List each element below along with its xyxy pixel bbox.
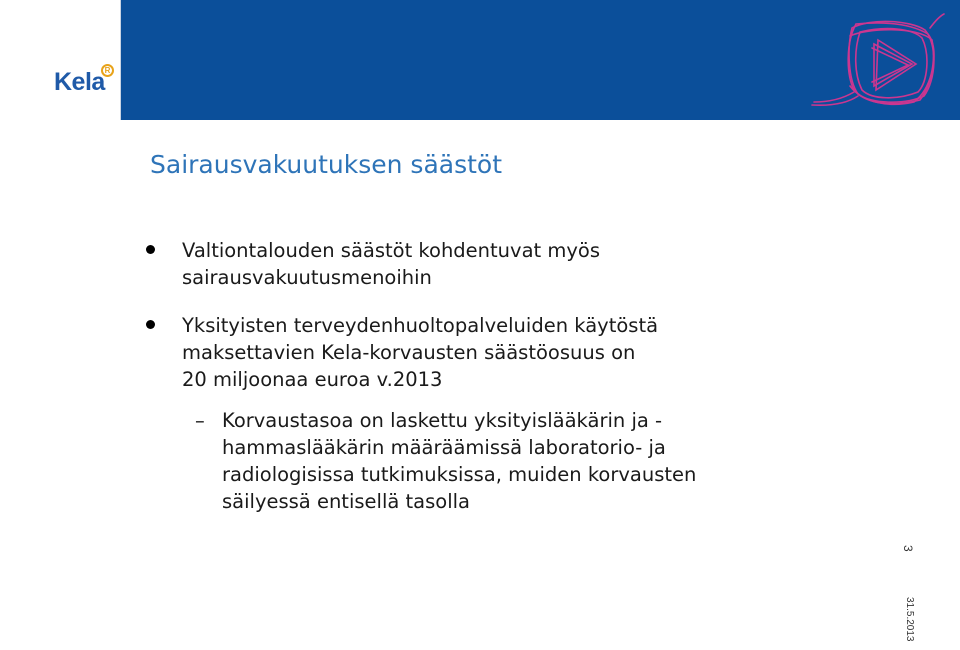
sub-bullet-line: radiologisissa tutkimuksissa, muiden korvausten [222, 463, 697, 486]
logo-text: Kela [54, 68, 105, 96]
slide-title: Sairausvakuutuksen säästöt [150, 150, 503, 179]
bullet-item [146, 237, 826, 291]
sub-bullet-line: hammaslääkärin määräämissä laboratorio- ja [222, 436, 666, 459]
sub-bullet-item [179, 407, 823, 515]
bullet-line: 20 miljoonaa euroa v.2013 [182, 368, 443, 391]
bullet-line: Yksityisten terveydenhuoltopalveluiden käytöstä [182, 314, 659, 337]
bullet-line: maksettavien Kela-korvausten säästöosuus on [182, 341, 636, 364]
slide-number-text: 3 [901, 545, 915, 552]
registered-mark-icon: R [101, 64, 114, 77]
bullet-line: Valtiontalouden säästöt kohdentuvat myös [182, 239, 601, 262]
slide-date [903, 597, 917, 649]
dash-bullet-icon: – [195, 409, 205, 432]
bullet-list [146, 237, 826, 536]
sub-bullet-line: säilyessä entisellä tasolla [222, 490, 470, 513]
slide-number [903, 545, 917, 565]
slide-date-text: 31.5.2013 [904, 597, 915, 642]
sub-bullet-list [179, 407, 823, 515]
sub-bullet-line: Korvaustasoa on laskettu yksityislääkärin ja - [222, 409, 663, 432]
bullet-item [146, 312, 826, 515]
bullet-line: sairausvakuutusmenoihin [182, 266, 432, 289]
kela-logo [0, 0, 121, 120]
pink-play-scribble-icon [800, 10, 950, 110]
bullet-dot-icon [146, 320, 155, 329]
bullet-dot-icon [146, 245, 155, 254]
